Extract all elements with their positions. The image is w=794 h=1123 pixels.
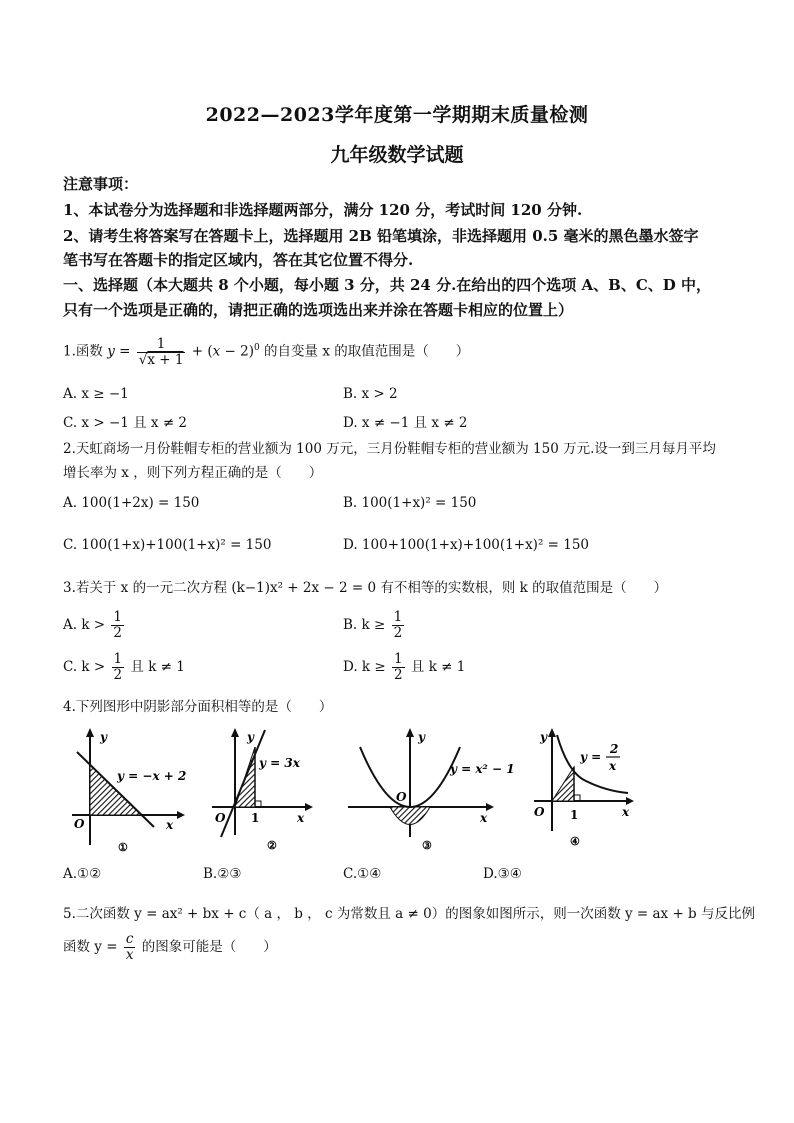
q3-option-d[interactable]: D. k ≥ $\frac{1}{2}$ 且 k ≠ 1 (343, 651, 466, 683)
axis-label-y: y (540, 730, 547, 744)
q3-d-label: D. k ≥ (343, 658, 386, 675)
fig4-function-label-prefix: y = (580, 750, 602, 764)
origin-label: O (74, 817, 85, 831)
origin-label: O (396, 790, 407, 804)
fig4-function-label-num: 2 (610, 742, 619, 756)
axis-label-y: y (418, 730, 425, 744)
fig3-caption: ③ (422, 839, 432, 852)
q1-option-d[interactable]: D. x ≠ −1 且 x ≠ 2 (343, 415, 468, 431)
note-2-line2: 笔书写在答题卡的指定区域内，答在其它位置不得分. (63, 251, 414, 269)
q3-a-label: A. k > (63, 616, 106, 633)
question-2-line2: 增长率为 x ，则下列方程正确的是（ ） (63, 465, 323, 481)
q3-c-label: C. k > (63, 658, 106, 675)
shaded-region (390, 807, 430, 825)
q3-b-label: B. k ≥ (343, 616, 386, 633)
fig1-function-label: y = −x + 2 (117, 769, 187, 783)
section1-instructions-line2: 只有一个选项是正确的，请把正确的选项选出来并涂在答题卡相应的位置上） (63, 301, 574, 319)
tick-one-label: 1 (251, 811, 260, 825)
q3-a-den: 2 (113, 624, 123, 641)
question-1: 1.函数 y = $\frac{1}{√x + 1}$ + $(x - 2)^0$ 的自变量 x 的取值范围是（ ） (63, 335, 470, 368)
origin-label: O (534, 805, 545, 819)
q1-prefix: 1.函数 (63, 343, 103, 360)
axis-label-x: x (622, 805, 630, 819)
axis-label-x: x (480, 811, 488, 825)
fig2-function-label: y = 3x (259, 756, 300, 770)
q3-a-num: 1 (113, 609, 123, 625)
q5-prefix: 函数 y = (63, 938, 118, 955)
q4-figure-3 (338, 725, 515, 855)
note-2-line1: 2、请考生将答案写在答题卡上，选择题用 2B 铅笔填涂，非选择题用 0.5 毫米的黑色墨水签字 (63, 227, 699, 245)
q3-c-suffix: 且 k ≠ 1 (130, 658, 185, 675)
axis-label-x: x (166, 818, 174, 832)
fig3-function-label: y = x² − 1 (450, 762, 515, 776)
q5-frac-num: c (124, 932, 136, 948)
q2-option-a[interactable]: A. 100(1+2x) = 150 (63, 495, 200, 511)
exam-title: 2022—2023学年度第一学期期末质量检测 (205, 104, 589, 126)
q4-figure-1 (62, 725, 192, 855)
axis-label-x: x (297, 811, 305, 825)
q3-option-a[interactable] (63, 610, 126, 641)
fig4-function-label-den: x (609, 759, 617, 773)
note-1: 1、本试卷分为选择题和非选择题两部分，满分 120 分，考试时间 120 分钟. (63, 201, 583, 219)
q1-option-c[interactable]: C. x > −1 且 x ≠ 2 (63, 415, 188, 431)
q4-option-c[interactable]: C.①④ (343, 866, 382, 882)
q5-suffix: 的图象可能是（ ） (141, 938, 277, 955)
axis-label-y: y (100, 730, 107, 744)
q4-figure-4 (530, 725, 640, 855)
axis-label-y: y (247, 730, 254, 744)
q2-option-d[interactable]: D. 100+100(1+x)+100(1+x)² = 150 (343, 537, 590, 553)
q4-figure-2 (207, 725, 317, 855)
notes-heading: 注意事项： (63, 175, 139, 193)
q4-option-d[interactable]: D.③④ (483, 866, 522, 882)
q1-option-a[interactable]: A. x ≥ −1 (63, 386, 129, 402)
shaded-region (552, 767, 574, 801)
q4-option-b[interactable]: B.②③ (203, 866, 242, 882)
q3-option-b[interactable]: B. k ≥ $\frac{1}{2}$ (343, 609, 403, 641)
q1-option-b[interactable]: B. x > 2 (343, 386, 398, 402)
fig2-caption: ② (267, 839, 277, 852)
q2-option-b[interactable]: B. 100(1+x)² = 150 (343, 495, 477, 511)
fig4-caption: ④ (570, 835, 580, 848)
question-5-line2 (63, 932, 277, 963)
q2-option-c[interactable]: C. 100(1+x)+100(1+x)² = 150 (63, 537, 272, 553)
q3-d-suffix: 且 k ≠ 1 (410, 658, 466, 675)
q5-frac-den: x (125, 946, 134, 963)
exam-subtitle: 九年级数学试题 (330, 144, 464, 166)
fig1-caption: ① (118, 841, 128, 854)
question-2-line1: 2.天虹商场一月份鞋帽专柜的营业额为 100 万元，三月份鞋帽专柜的营业额为 150 万元.设一到三月每月平均 (63, 441, 716, 457)
question-5-line1: 5.二次函数 y = ax² + bx + c（ a ， b ， c 为常数且 a ≠ 0）的图象如图所示，则一次函数 y = ax + b 与反比例 (63, 906, 755, 922)
origin-label: O (215, 811, 226, 825)
section1-instructions-line1: 一、选择题（本大题共 8 个小题，每小题 3 分，共 24 分.在给出的四个选项 A、B、C、D 中， (63, 276, 712, 294)
q3-option-c[interactable]: C. k > $\frac{1}{2}$ 且 k ≠ 1 (63, 651, 185, 683)
tick-one-label: 1 (570, 808, 579, 822)
q1-suffix: 的自变量 x 的取值范围是（ ） (264, 343, 470, 360)
q4-option-a[interactable]: A.①② (63, 866, 102, 882)
question-4: 4.下列图形中阴影部分面积相等的是（ ） (63, 699, 333, 715)
q1-fraction: $\frac{1}{√x + 1}$ (138, 335, 184, 368)
question-3: 3.若关于 x 的一元二次方程 (k−1)x² + 2x − 2 = 0 有不相等的实数根，则 k 的取值范围是（ ） (63, 580, 668, 596)
